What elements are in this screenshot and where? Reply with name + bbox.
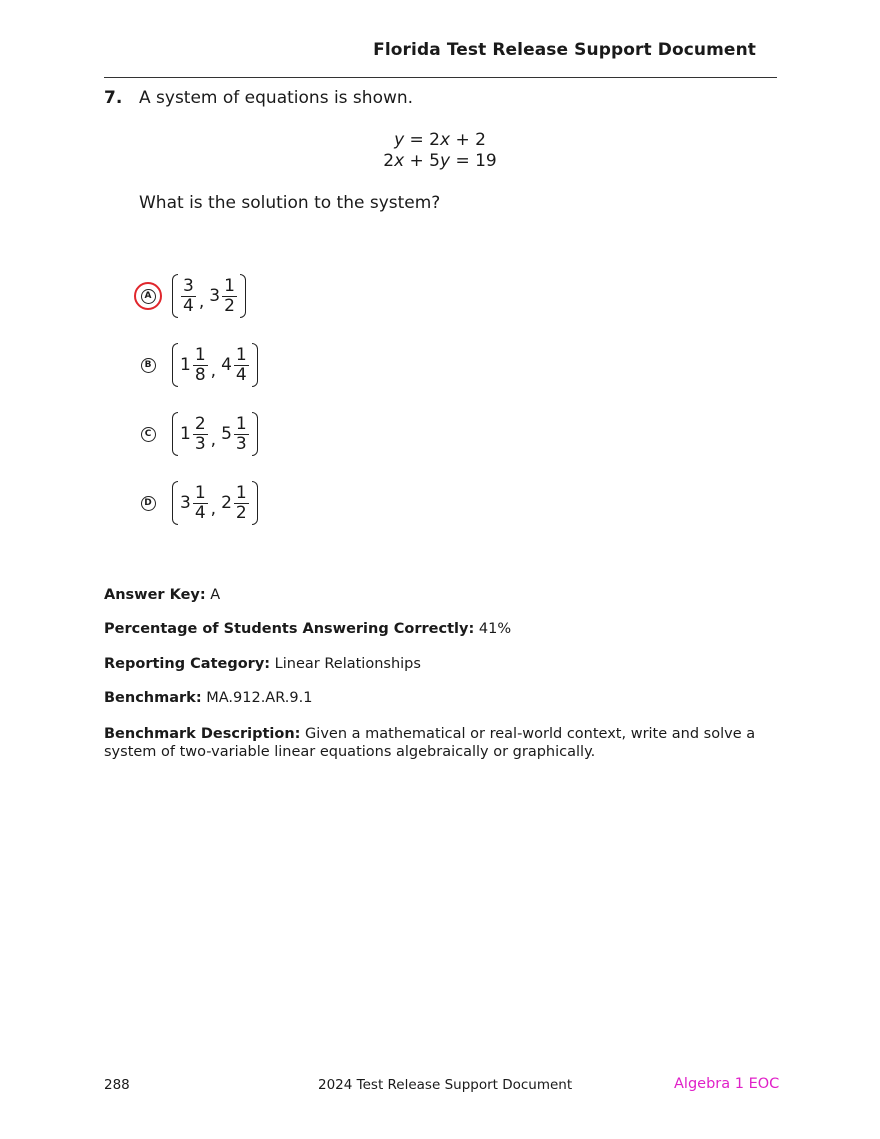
equation-system (340, 130, 540, 172)
benchmark: Benchmark: MA.912.AR.9.1 (104, 690, 313, 706)
page-number: 288 (104, 1077, 130, 1093)
option-a-selected-ring (134, 282, 162, 310)
equation-1: y = 2x + 2 (394, 130, 486, 150)
option-a-value: $\frac{3}{4}$ , 3 $\frac{1}{2}$ (172, 274, 246, 318)
option-b[interactable] (134, 341, 258, 389)
option-d-letter-icon: D (141, 496, 156, 511)
option-b-value: 1 $\frac{1}{8}$ , 4 $\frac{1}{4}$ (172, 343, 258, 387)
option-c-letter-icon: C (141, 427, 156, 442)
option-a-y-fraction: $\frac{1}{2}$ (224, 275, 235, 316)
option-d[interactable] (134, 479, 258, 527)
question-number: 7. (104, 88, 123, 108)
option-b-x-fraction: $\frac{1}{8}$ (194, 344, 206, 385)
question-stem: A system of equations is shown. (139, 88, 414, 108)
option-d-y-fraction: $\frac{1}{2}$ (235, 482, 247, 523)
option-d-x-fraction: $\frac{1}{4}$ (194, 482, 206, 523)
reporting-category: Reporting Category: Linear Relationships (104, 656, 421, 672)
option-a[interactable] (134, 272, 246, 320)
option-c-x-fraction: $\frac{2}{3}$ (194, 413, 206, 454)
option-a-x-fraction: $\frac{3}{4}$ (183, 275, 194, 316)
equation-2: 2x + 5y = 19 (383, 151, 497, 171)
option-d-value: 3 $\frac{1}{4}$ , 2 $\frac{1}{2}$ (172, 481, 258, 525)
option-c-y-fraction: $\frac{1}{3}$ (235, 413, 247, 454)
footer-title: 2024 Test Release Support Document (318, 1077, 573, 1093)
document-title: Florida Test Release Support Document (373, 40, 756, 60)
header-divider (104, 77, 777, 78)
answer-key: Answer Key: A (104, 587, 221, 603)
percent-correct: Percentage of Students Answering Correctly: 41% (104, 621, 512, 637)
option-b-letter-icon: B (141, 358, 156, 373)
option-c-value: 1 $\frac{2}{3}$ , 5 $\frac{1}{3}$ (172, 412, 258, 456)
option-c[interactable] (134, 410, 258, 458)
option-a-letter-icon: A (141, 289, 156, 304)
course-name: Algebra 1 EOC (674, 1076, 780, 1092)
benchmark-description: Benchmark Description: Given a mathematical or real-world context, write and solve a system of two-variable linear equations algebraically or graphically. (104, 726, 756, 760)
question-prompt: What is the solution to the system? (139, 193, 441, 213)
option-b-y-fraction: $\frac{1}{4}$ (235, 344, 247, 385)
